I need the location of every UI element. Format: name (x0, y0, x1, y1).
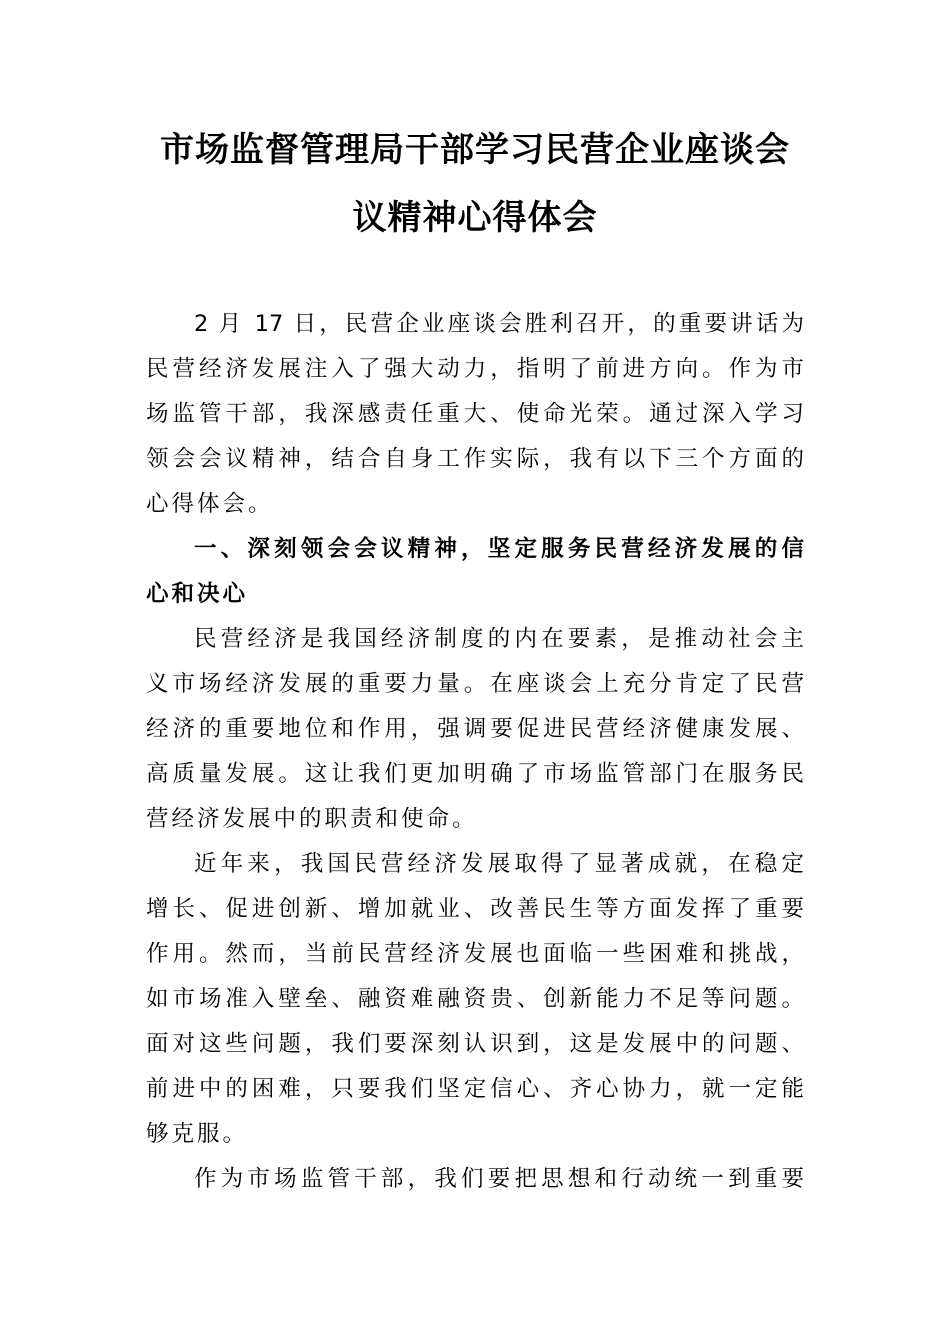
paragraph-1-line-1: 2 月 17 日，民营企业座谈会胜利召开，的重要讲话为 (194, 311, 804, 337)
paragraph-3-line-1: 近年来，我国民营经济发展取得了显著成就，在稳定 (194, 851, 804, 877)
document-title-line-1: 市场监督管理局干部学习民营企业座谈会 (160, 130, 790, 170)
paragraph-1-line-4: 领会会议精神，结合自身工作实际，我有以下三个方面的 (146, 446, 804, 472)
document-title-line-2: 议精神心得体会 (352, 198, 598, 238)
paragraph-3-line-4: 如市场准入壁垒、融资难融资贵、创新能力不足等问题。 (146, 986, 804, 1012)
paragraph-2-line-4: 高质量发展。这让我们更加明确了市场监管部门在服务民 (146, 761, 804, 787)
section-heading-1-line-2: 心和决心 (146, 581, 249, 607)
paragraph-3-line-3: 作用。然而，当前民营经济发展也面临一些困难和挑战， (146, 941, 804, 967)
paragraph-3-line-2: 增长、促进创新、增加就业、改善民生等方面发挥了重要 (146, 896, 804, 922)
paragraph-3-line-7: 够克服。 (146, 1121, 249, 1147)
paragraph-4-line-1: 作为市场监管干部，我们要把思想和行动统一到重要 (194, 1166, 804, 1192)
paragraph-2-line-2: 义市场经济发展的重要力量。在座谈会上充分肯定了民营 (146, 671, 804, 697)
paragraph-3-line-6: 前进中的困难，只要我们坚定信心、齐心协力，就一定能 (146, 1076, 804, 1102)
paragraph-3-line-5: 面对这些问题，我们要深刻认识到，这是发展中的问题、 (146, 1031, 804, 1057)
paragraph-1-line-2: 民营经济发展注入了强大动力，指明了前进方向。作为市 (146, 356, 804, 382)
paragraph-2-line-5: 营经济发展中的职责和使命。 (146, 806, 478, 832)
section-heading-1-line-1: 一、深刻领会会议精神，坚定服务民营经济发展的信 (194, 536, 804, 562)
paragraph-2-line-3: 经济的重要地位和作用，强调要促进民营经济健康发展、 (146, 716, 804, 742)
paragraph-1-line-5: 心得体会。 (146, 491, 274, 517)
paragraph-2-line-1: 民营经济是我国经济制度的内在要素，是推动社会主 (194, 626, 804, 652)
paragraph-1-line-3: 场监管干部，我深感责任重大、使命光荣。通过深入学习 (146, 401, 804, 427)
